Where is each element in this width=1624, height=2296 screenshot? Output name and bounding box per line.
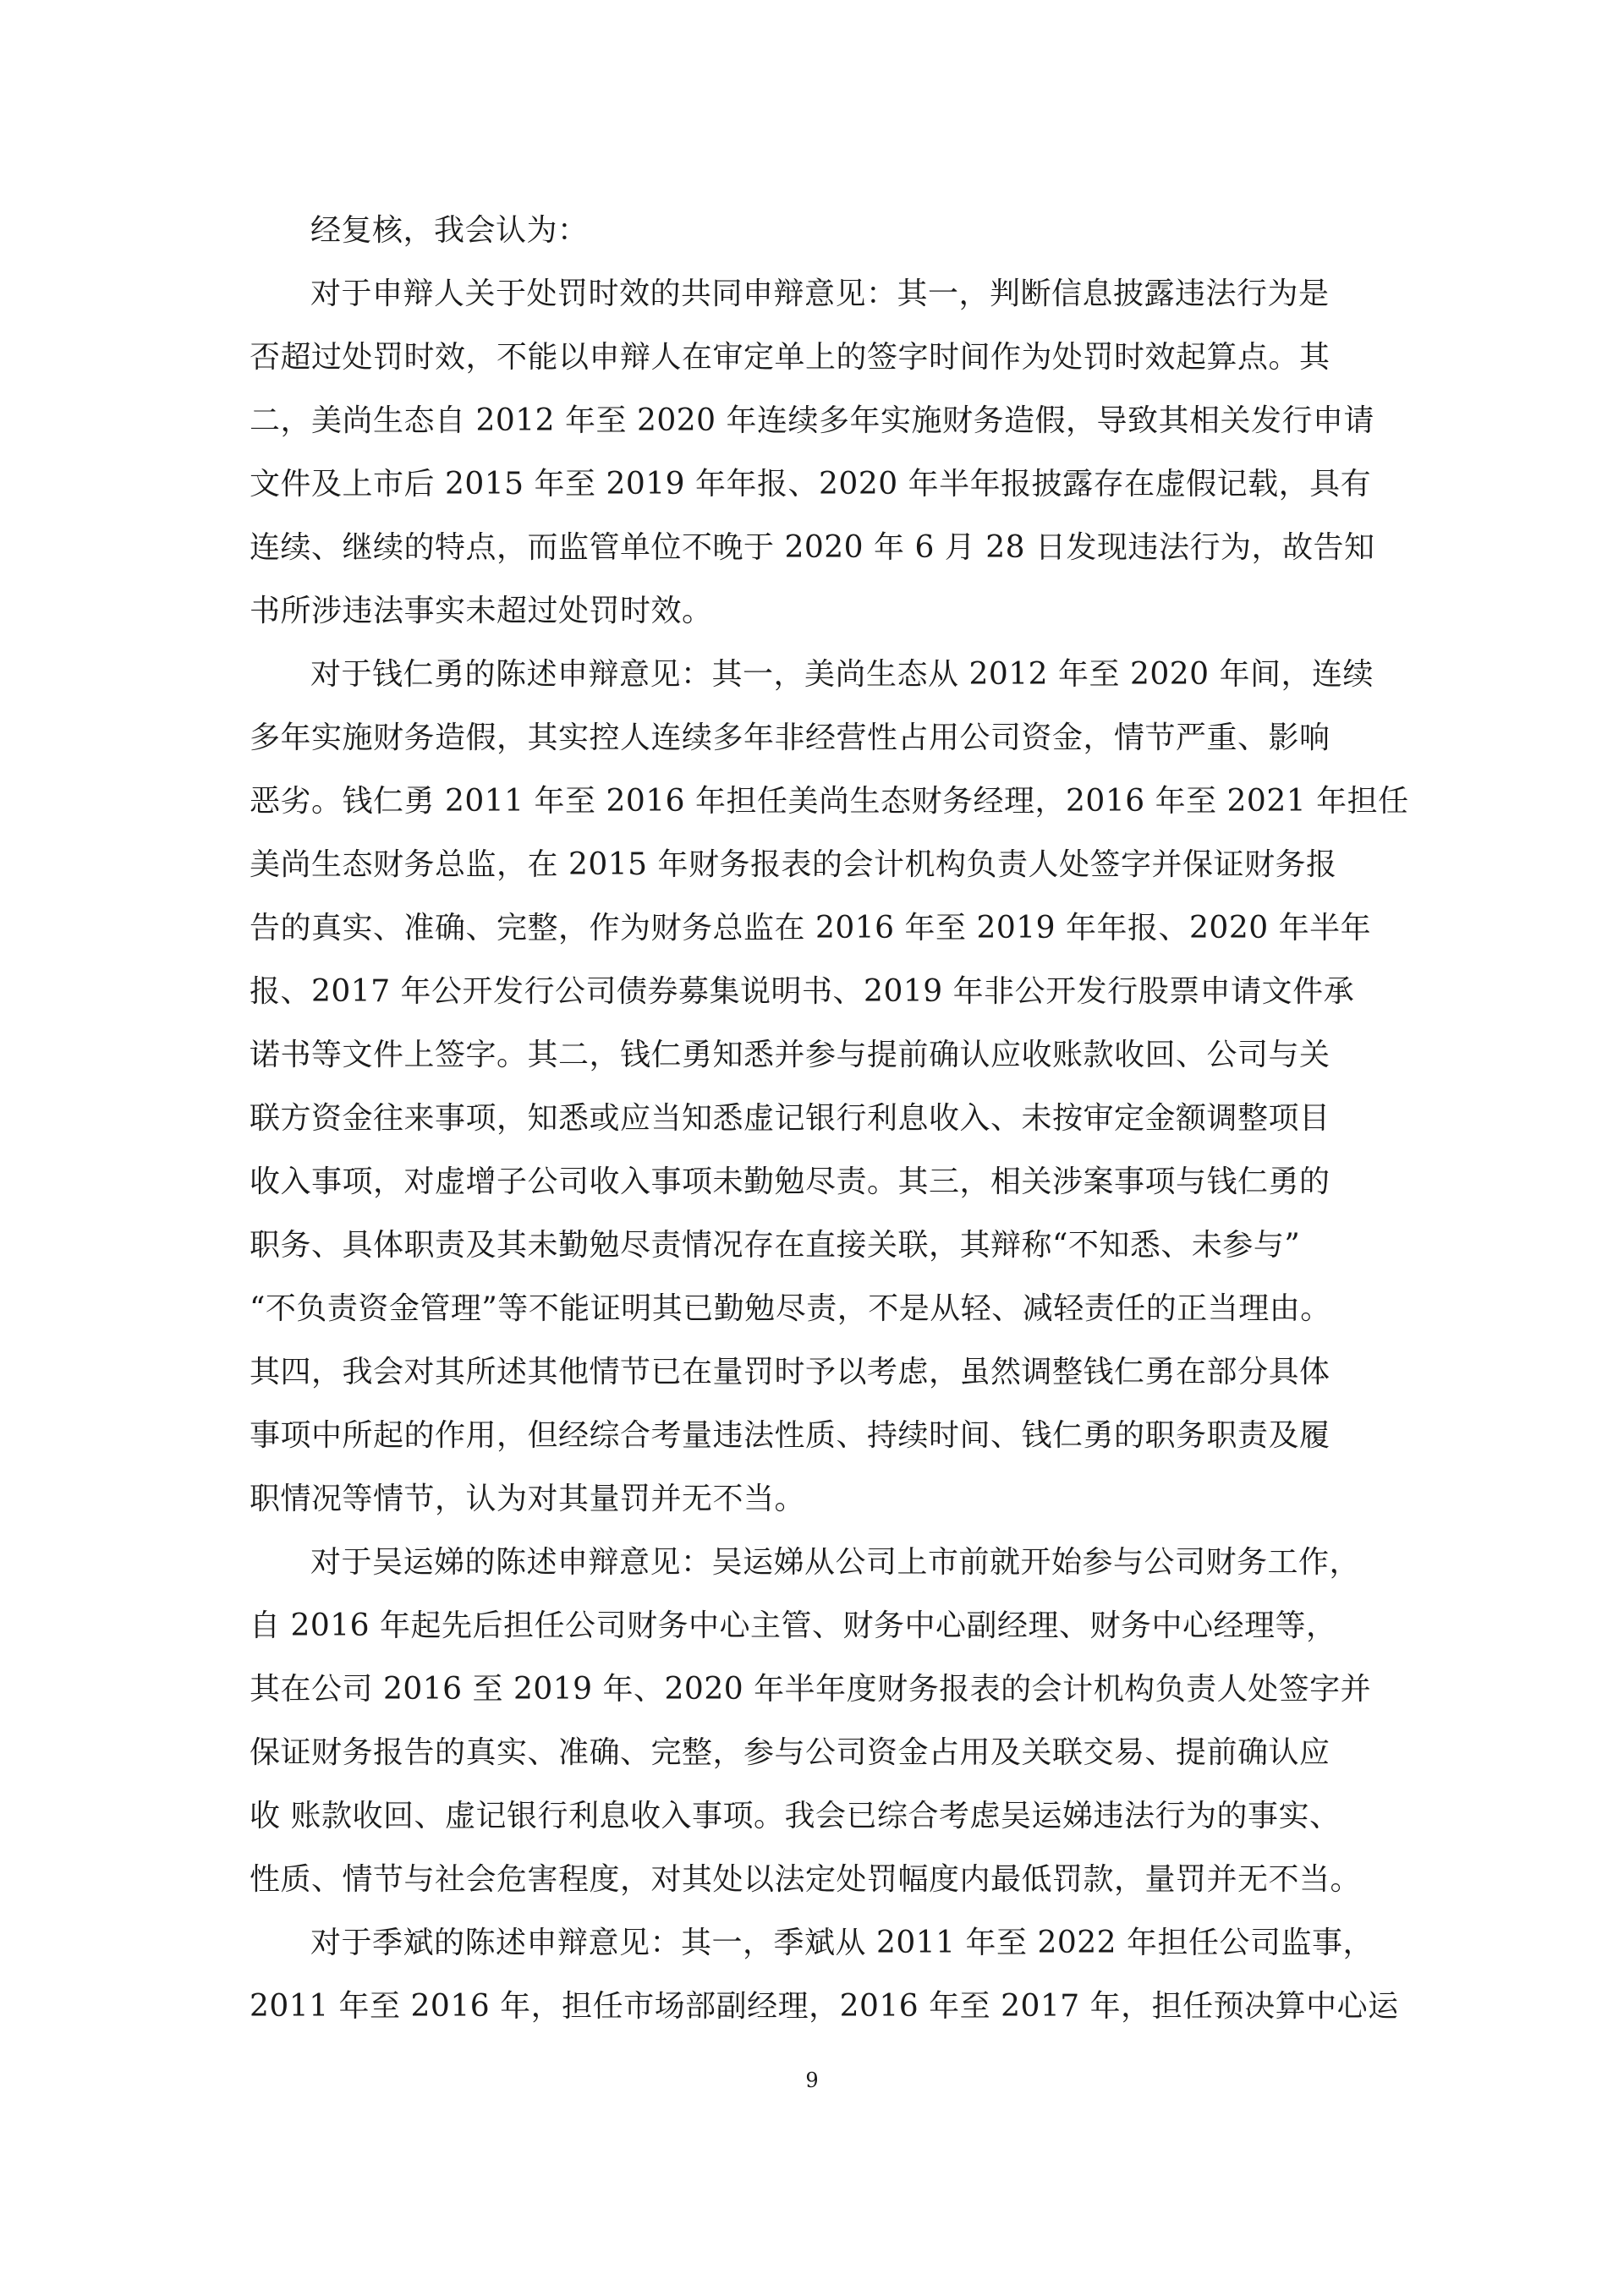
paragraph-line: 对于申辩人关于处罚时效的共同申辩意见：其一，判断信息披露违法行为是: [310, 277, 1330, 311]
paragraph-line: 自 2016 年起先后担任公司财务中心主管、财务中心副经理、财务中心经理等，: [250, 1608, 1337, 1643]
paragraph-line: 对于季斌的陈述申辩意见：其一，季斌从 2011 年至 2022 年担任公司监事，: [310, 1926, 1374, 1960]
paragraph-line: 其在公司 2016 至 2019 年、2020 年半年度财务报表的会计机构负责人处签字并: [250, 1672, 1372, 1707]
paragraph-line: 经复核，我会认为：: [310, 213, 589, 248]
document-body: [250, 199, 1409, 2038]
paragraph-line: 连续、继续的特点，而监管单位不晚于 2020 年 6 月 28 日发现违法行为，故告知: [250, 530, 1375, 565]
paragraph-line: 书所涉违法事实未超过处罚时效。: [250, 594, 713, 628]
paragraph-line: 对于吴运娣的陈述申辩意见：吴运娣从公司上市前就开始参与公司财务工作，: [310, 1545, 1361, 1580]
paragraph-line: 文件及上市后 2015 年至 2019 年年报、2020 年半年报披露存在虚假记载，具有: [250, 467, 1372, 501]
paragraph-line: 否超过处罚时效，不能以申辩人在审定单上的签字时间作为处罚时效起算点。其: [250, 340, 1330, 375]
page-number: 9: [805, 2069, 819, 2092]
paragraph-line: 收入事项，对虚增子公司收入事项未勤勉尽责。其三，相关涉案事项与钱仁勇的: [250, 1164, 1330, 1199]
paragraph-line: 收 账款收回、虚记银行利息收入事项。我会已综合考虑吴运娣违法行为的事实、: [250, 1799, 1341, 1833]
paragraph-line: 联方资金往来事项，知悉或应当知悉虚记银行利息收入、未按审定金额调整项目: [250, 1101, 1330, 1136]
paragraph-line: 保证财务报告的真实、准确、完整，参与公司资金占用及关联交易、提前确认应: [250, 1735, 1330, 1770]
paragraph-line: 二，美尚生态自 2012 年至 2020 年连续多年实施财务造假，导致其相关发行申请: [250, 403, 1375, 438]
paragraph-line: 职情况等情节，认为对其量罚并无不当。: [250, 1482, 806, 1516]
paragraph-line: 多年实施财务造假，其实控人连续多年非经营性占用公司资金，情节严重、影响: [250, 721, 1330, 755]
paragraph-line: 事项中所起的作用，但经综合考量违法性质、持续时间、钱仁勇的职务职责及履: [250, 1418, 1330, 1453]
paragraph-line: 其四，我会对其所述其他情节已在量罚时予以考虑，虽然调整钱仁勇在部分具体: [250, 1355, 1330, 1389]
paragraph-line: 职务、具体职责及其未勤勉尽责情况存在直接关联，其辩称“不知悉、未参与”: [250, 1228, 1301, 1263]
paragraph-line: 告的真实、准确、完整，作为财务总监在 2016 年至 2019 年年报、2020 年半年: [250, 911, 1372, 945]
paragraph-line: 美尚生态财务总监，在 2015 年财务报表的会计机构负责人处签字并保证财务报: [250, 847, 1337, 882]
paragraph-line: 对于钱仁勇的陈述申辩意见：其一，美尚生态从 2012 年至 2020 年间，连续: [310, 657, 1374, 692]
paragraph-line: 报、2017 年公开发行公司债券募集说明书、2019 年非公开发行股票申请文件承: [250, 974, 1355, 1009]
paragraph-line: 性质、情节与社会危害程度，对其处以法定处罚幅度内最低罚款，量罚并无不当。: [250, 1862, 1362, 1897]
paragraph-line: 恶劣。钱仁勇 2011 年至 2016 年担任美尚生态财务经理，2016 年至 2021 年担任: [250, 784, 1409, 819]
paragraph-line: 2011 年至 2016 年，担任市场部副经理，2016 年至 2017 年，担任预决算中心运: [250, 1989, 1399, 2024]
paragraph-line: “不负责资金管理”等不能证明其已勤勉尽责，不是从轻、减轻责任的正当理由。: [250, 1291, 1331, 1326]
paragraph-line: 诺书等文件上签字。其二，钱仁勇知悉并参与提前确认应收账款收回、公司与关: [250, 1038, 1330, 1072]
